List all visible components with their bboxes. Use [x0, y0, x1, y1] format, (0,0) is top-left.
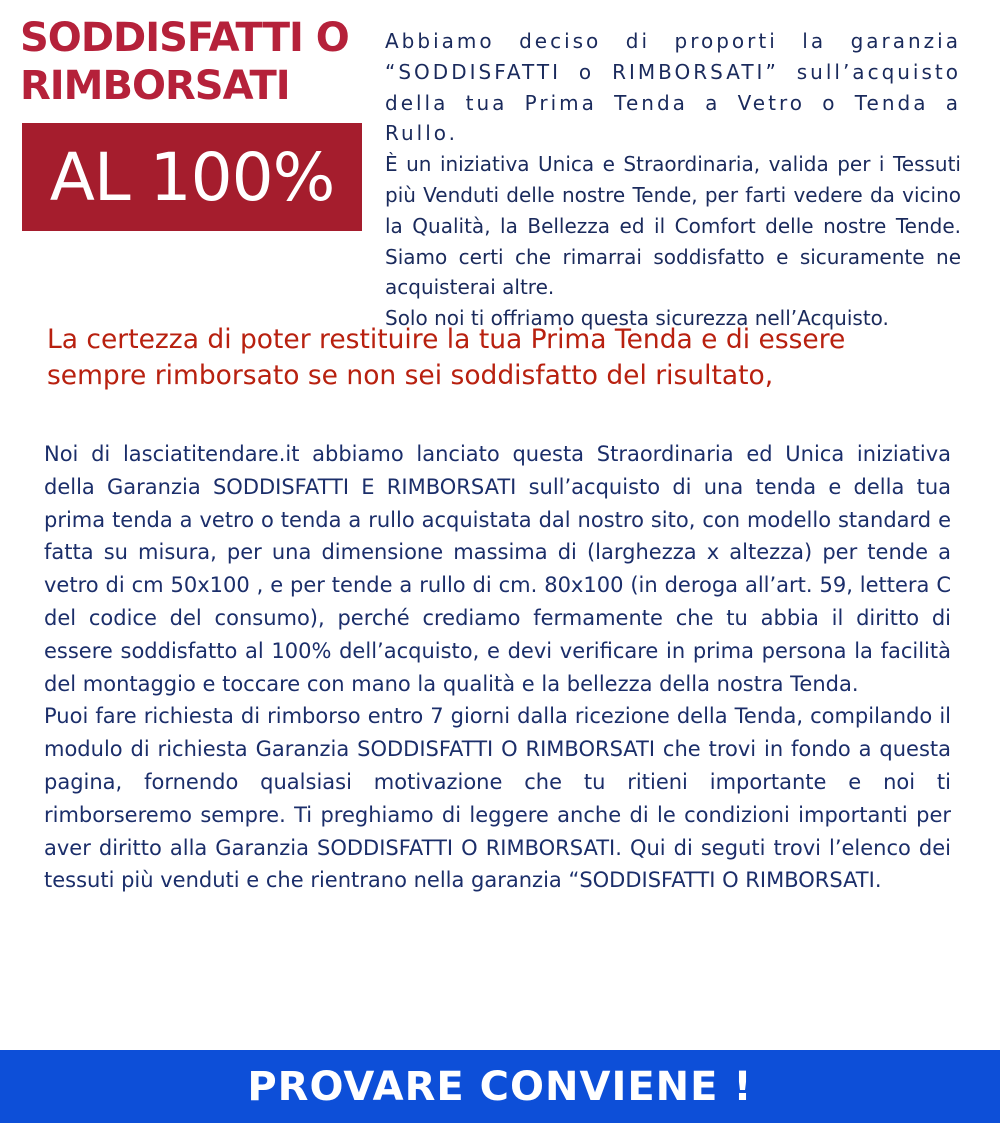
headline: [47, 322, 957, 394]
intro-text: [385, 26, 961, 334]
body-text: [44, 438, 951, 897]
logo-badge: AL 100%: [22, 123, 362, 231]
intro-paragraph-2: È un iniziativa Unica e Straordinaria, valida per i Tessuti più Venduti delle nostre Tende, per farti vedere da vicino la Qualità, la Bellezza ed il Comfort delle nostre Tende. Siamo certi che rimarrai soddisfatto e sicuramente ne acquisterai altre.: [385, 152, 961, 300]
cta-banner[interactable]: [0, 1050, 1000, 1123]
cta-label: PROVARE CONVIENE !: [247, 1063, 753, 1110]
logo-title-line1: SODDISFATTI O: [20, 15, 349, 61]
headline-line-1: La certezza di poter restituire la tua Prima Tenda e di essere: [47, 324, 846, 355]
intro-paragraph-1: Abbiamo deciso di proporti la garanzia “SODDISFATTI o RIMBORSATI” sull’acquisto della tua Prima Tenda a Vetro o Tenda a Rullo.: [385, 29, 961, 146]
headline-line-2: sempre rimborsato se non sei soddisfatto del risultato,: [47, 360, 774, 391]
body-paragraph-1: Noi di lasciatitendare.it abbiamo lanciato questa Straordinaria ed Unica iniziativa della Garanzia SODDISFATTI E RIMBORSATI sull’acquisto di una tenda e della tua prima tenda a vetro o tenda a rullo acquistata dal nostro sito, con modello standard e fatta su misura, per una dimensione massima di (larghezza x altezza) per tende a vetro di cm 50x100 , e per tende a rullo di cm. 80x100 (in deroga all’art. 59, lettera C del codice del consumo), perché crediamo fermamente che tu abbia il diritto di essere soddisfatto al 100% dell’acquisto, e devi verificare in prima persona la facilità del montaggio e toccare con mano la qualità e la bellezza della nostra Tenda.: [44, 442, 951, 696]
body-paragraph-2: Puoi fare richiesta di rimborso entro 7 giorni dalla ricezione della Tenda, compilando il modulo di richiesta Garanzia SODDISFATTI O RIMBORSATI che trovi in fondo a questa pagina, fornendo qualsiasi motivazione che tu ritieni importante e noi ti rimborseremo sempre. Ti preghiamo di leggere anche di le condizioni importanti per aver diritto alla Garanzia SODDISFATTI O RIMBORSATI. Qui di seguti trovi l’elenco dei tessuti più venduti e che rientrano nella garanzia “SODDISFATTI O RIMBORSATI.: [44, 704, 951, 893]
logo-title-line2: RIMBORSATI: [20, 63, 290, 109]
intro-paragraph-3: Solo noi ti offriamo questa sicurezza nell’Acquisto.: [385, 306, 889, 331]
